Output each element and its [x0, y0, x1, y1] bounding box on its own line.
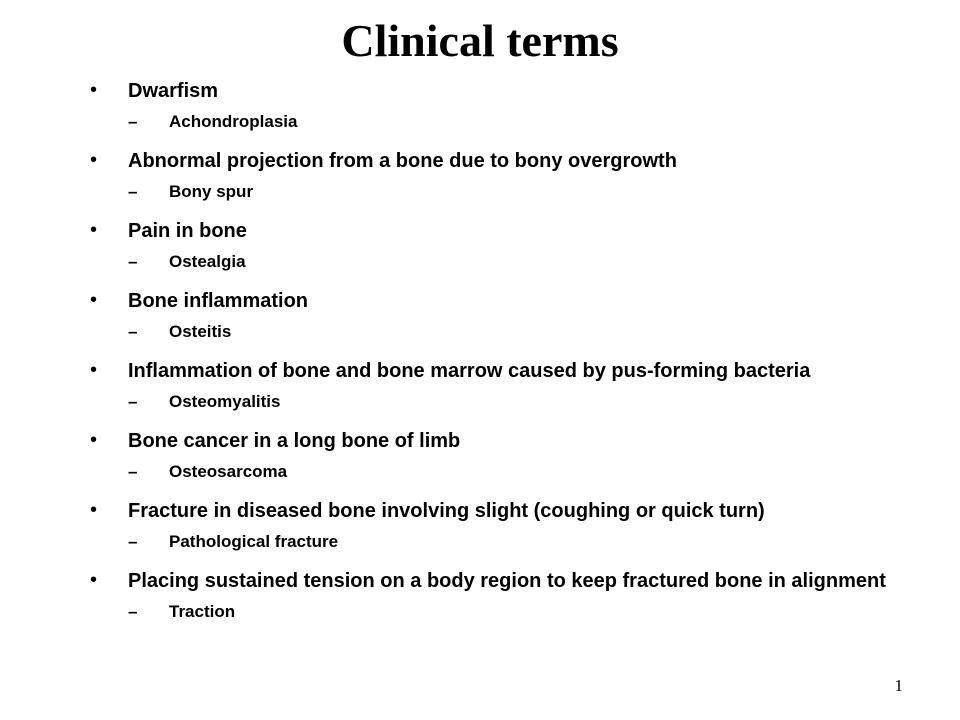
term-answer: Traction — [169, 602, 236, 621]
dash-icon: – — [128, 462, 138, 481]
dash-icon: – — [128, 322, 138, 341]
term-item-osteosarcoma — [90, 426, 890, 483]
bullet-icon: • — [90, 149, 98, 171]
bullet-icon: • — [90, 429, 98, 451]
term-answer-row — [128, 111, 890, 133]
term-description: Dwarfism — [128, 80, 219, 102]
term-item-bony-spur — [90, 146, 890, 203]
term-item-traction — [90, 566, 890, 623]
term-item-osteomyalitis — [90, 356, 890, 413]
dash-icon: – — [128, 252, 138, 271]
term-answer: Osteitis — [169, 322, 232, 341]
bullet-icon: • — [90, 499, 98, 521]
term-answer-row — [128, 601, 890, 623]
term-answer: Pathological fracture — [169, 532, 339, 551]
term-description: Bone inflammation — [128, 290, 309, 312]
bullet-icon: • — [90, 289, 98, 311]
dash-icon: – — [128, 602, 138, 621]
term-description: Inflammation of bone and bone marrow caused by pus-forming bacteria — [128, 360, 811, 382]
term-answer-row — [128, 391, 890, 413]
term-description: Fracture in diseased bone involving slight (coughing or quick turn) — [128, 500, 765, 522]
page-number: 1 — [894, 676, 903, 695]
term-answer: Osteosarcoma — [169, 462, 288, 481]
dash-icon: – — [128, 182, 138, 201]
term-answer-row — [128, 251, 890, 273]
term-answer: Ostealgia — [169, 252, 246, 271]
term-description: Placing sustained tension on a body region to keep fractured bone in alignment — [128, 570, 886, 592]
term-item-pathological-fracture — [90, 496, 890, 553]
term-answer: Osteomyalitis — [169, 392, 281, 411]
bullet-icon: • — [90, 569, 98, 591]
term-list — [90, 76, 890, 636]
term-answer-row — [128, 321, 890, 343]
dash-icon: – — [128, 112, 138, 131]
term-description: Abnormal projection from a bone due to bony overgrowth — [128, 150, 677, 172]
term-answer-row — [128, 531, 890, 553]
term-item-ostealgia — [90, 216, 890, 273]
term-answer: Bony spur — [169, 182, 254, 201]
term-answer: Achondroplasia — [169, 112, 298, 131]
bullet-icon: • — [90, 219, 98, 241]
bullet-icon: • — [90, 359, 98, 381]
bullet-icon: • — [90, 79, 98, 101]
slide-title: Clinical terms — [341, 15, 619, 66]
term-description: Bone cancer in a long bone of limb — [128, 430, 461, 452]
dash-icon: – — [128, 532, 138, 551]
term-description: Pain in bone — [128, 220, 247, 242]
term-item-osteitis — [90, 286, 890, 343]
term-item-dwarfism — [90, 76, 890, 133]
dash-icon: – — [128, 392, 138, 411]
term-answer-row — [128, 461, 890, 483]
term-answer-row — [128, 181, 890, 203]
